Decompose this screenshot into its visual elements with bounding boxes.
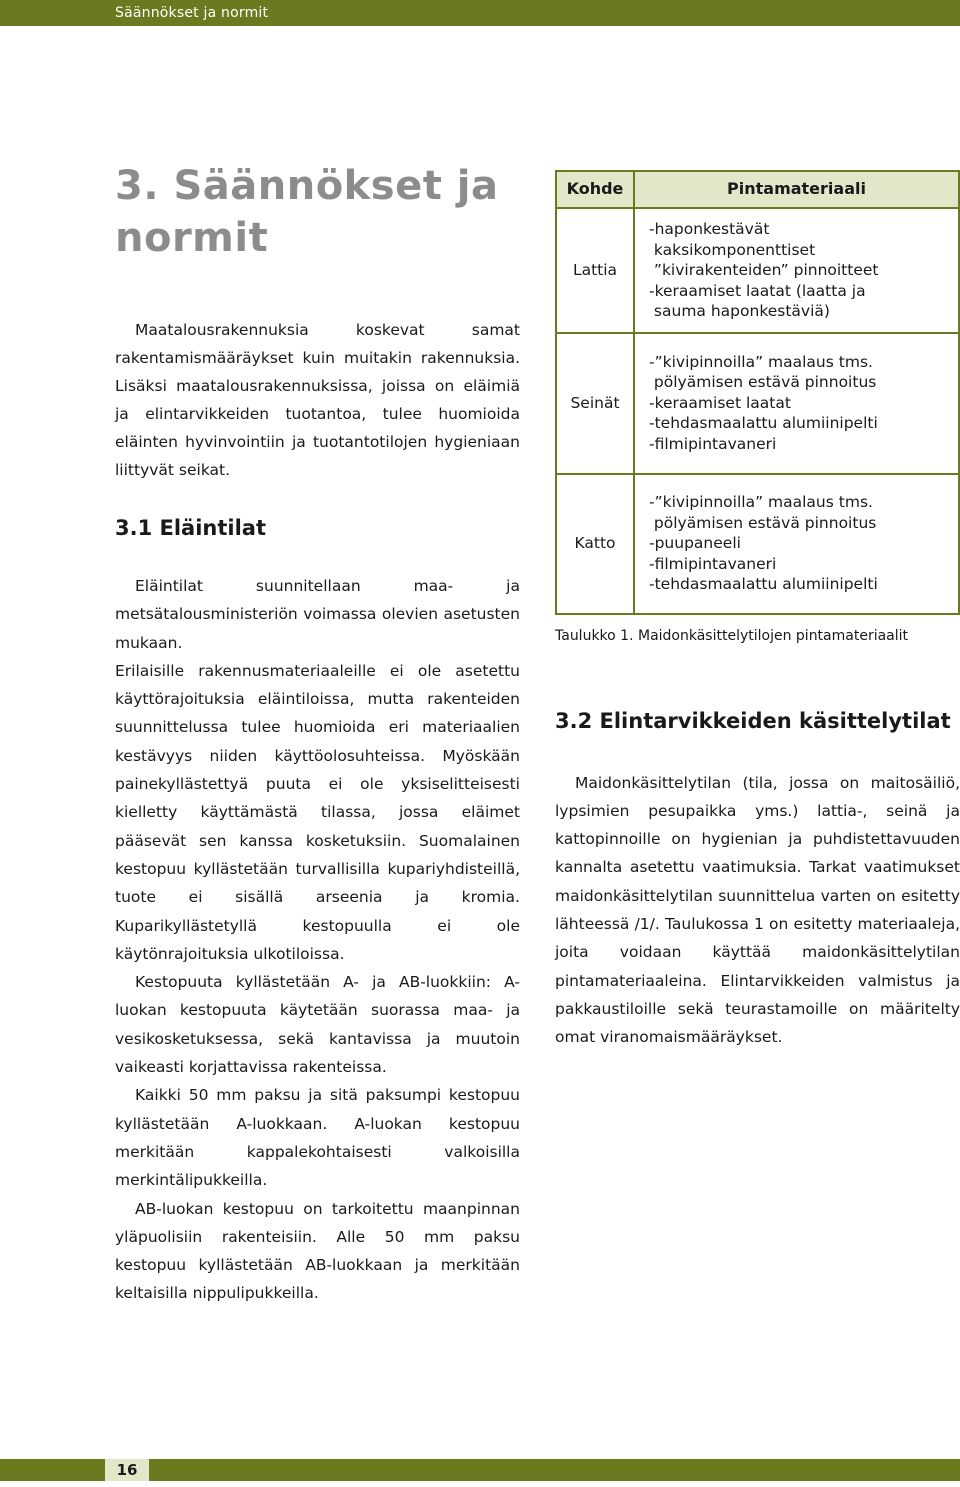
- row-materials: [634, 333, 959, 474]
- row-label: Katto: [556, 474, 634, 614]
- material-line: ”kivirakenteiden” pinnoitteet: [649, 261, 879, 279]
- material-line: sauma haponkestäviä): [649, 302, 830, 320]
- material-line: -tehdasmaalattu alumiinipelti: [649, 414, 878, 433]
- material-line: -”kivipinnoilla” maalaus tms.: [649, 493, 873, 512]
- paragraph: Eläintilat suunnitellaan maa- ja metsätalousministeriön voimassa olevien asetusten mukaan.: [115, 577, 520, 652]
- table-header-row: [556, 171, 959, 208]
- material-line: -filmipintavaneri: [649, 434, 777, 453]
- column-header-kohde: Kohde: [556, 171, 634, 208]
- paragraph: AB-luokan kestopuu on tarkoitettu maanpinnan yläpuolisiin rakenteisiin. Alle 50 mm paksu kestopuu kyllästetään AB-luokkaan ja merkitään keltaisilla nippulipukkeilla.: [115, 1199, 520, 1303]
- paragraph: Kaikki 50 mm paksu ja sitä paksumpi kestopuu kyllästetään A-luokkaan. A-luokan kestopuu merkitään kappalekohtaisesti valkoisilla merkintälipukkeilla.: [115, 1086, 520, 1190]
- material-line: -keraamiset laatat: [649, 393, 791, 412]
- row-materials: [634, 208, 959, 333]
- chapter-title: 3. Säännökset ja normit: [115, 163, 499, 261]
- table-caption: Taulukko 1. Maidonkäsittelytilojen pintamateriaalit: [555, 627, 909, 644]
- row-materials: [634, 474, 959, 614]
- material-line: kaksikomponenttiset: [649, 240, 816, 259]
- page-footer: [0, 1459, 960, 1481]
- material-line: -”kivipinnoilla” maalaus tms.: [649, 352, 873, 371]
- section-heading-3-2: 3.2 Elintarvikkeiden käsittelytilat: [555, 708, 951, 733]
- section-heading-3-1: 3.1 Eläintilat: [115, 516, 267, 540]
- materials-table: [555, 170, 960, 615]
- page-number: 16: [105, 1459, 149, 1481]
- paragraph: Maidonkäsittelytilan (tila, jossa on maitosäiliö, lypsimien pesupaikka yms.) lattia-, seinä ja kattopinnoille on hygienian ja puhdistettavuuden kannalta asetettu vaatimuksia. Tarkat vaatimukset maidonkäsittelytilan suunnittelua varten on esitetty lähteessä /1/. Taulukossa 1 on esitetty materiaaleja, joita voidaan käyttää maidonkäsittelytilan pintamateriaaleina. Elintarvikkeiden valmistus ja pakkaustiloille sekä teurastamoille on määritelty omat viranomaismääräykset.: [555, 773, 960, 1047]
- table-row: [556, 208, 959, 333]
- paragraph: Kestopuuta kyllästetään A- ja AB-luokkiin: A-luokan kestopuuta käytetään suorassa maa- ja vesikosketuksessa, sekä kantavissa ja muutoin vaikeasti korjattavissa rakenteissa.: [115, 973, 520, 1077]
- chapter-intro: Maatalousrakennuksia koskevat samat rakentamismääräykset kuin muitakin rakennuksia. Lisäksi maatalousrakennuksissa, joissa on eläimiä ja elintarvikkeiden tuotantoa, tulee huomioida eläinten hyvinvointiin ja tuotantotilojen hygieniaan liittyvät seikat.: [115, 321, 520, 479]
- material-line: -tehdasmaalattu alumiinipelti: [649, 575, 878, 594]
- material-line: -haponkestävät: [649, 220, 770, 238]
- running-header: [0, 0, 960, 26]
- running-title: Säännökset ja normit: [115, 5, 269, 21]
- material-line: pölyämisen estävä pinnoitus: [649, 373, 877, 392]
- left-column: [115, 160, 520, 1308]
- table-row: [556, 474, 959, 614]
- right-column: [555, 170, 960, 1051]
- material-line: -keraamiset laatat (laatta ja: [649, 281, 866, 300]
- column-header-pintamateriaali: Pintamateriaali: [634, 171, 959, 208]
- row-label: Seinät: [556, 333, 634, 474]
- material-line: pölyämisen estävä pinnoitus: [649, 513, 877, 532]
- paragraph: Erilaisille rakennusmateriaaleille ei ole asetettu käyttörajoituksia eläintiloissa, mutta rakenteiden suunnittelussa tulee huomioida eri materiaalien kestävyys niiden käyttöolosuhteissa. Myöskään painekyllästettyä puuta ei ole yksiselitteisesti kielletty käyttämästä tilassa, jossa eläimet pääsevät sen kanssa kosketuksiin. Suomalainen kestopuu kyllästetään turvallisilla kupariyhdisteillä, tuote ei sisällä arseenia ja kromia. Kuparikyllästetyllä kestopuulla ei ole käytönrajoituksia ulkotiloissa.: [115, 661, 520, 963]
- row-label: Lattia: [556, 208, 634, 333]
- material-line: -filmipintavaneri: [649, 554, 777, 573]
- table-row: [556, 333, 959, 474]
- material-line: -puupaneeli: [649, 534, 741, 553]
